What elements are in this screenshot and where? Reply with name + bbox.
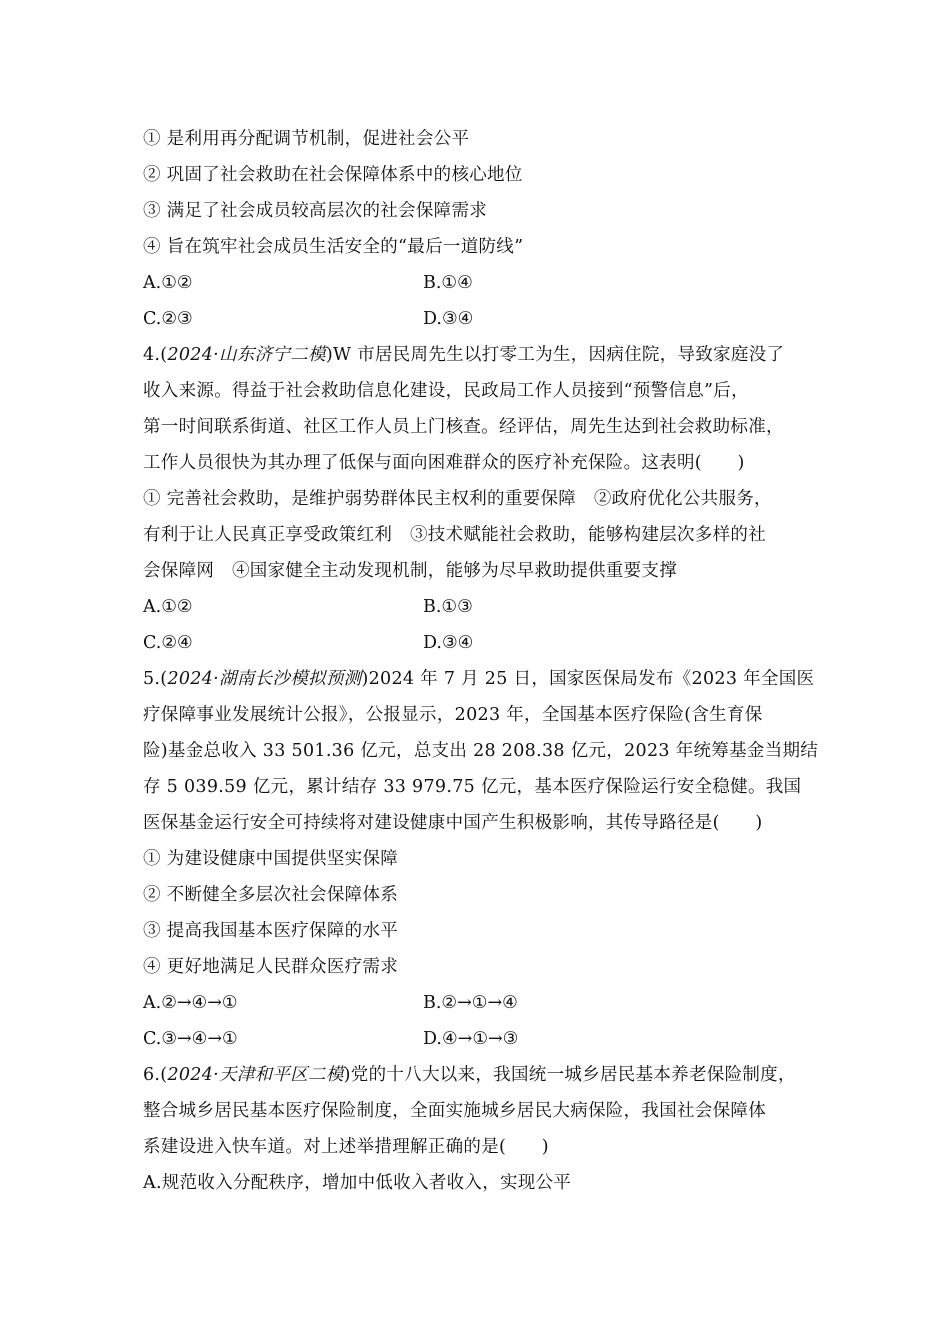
- q3-statement-2: ② 巩固了社会救助在社会保障体系中的核心地位: [143, 165, 523, 185]
- q3-option-b: B.①④: [423, 273, 473, 293]
- q5-statement-2: ② 不断健全多层次社会保障体系: [143, 885, 399, 905]
- q4-stem-line-1: [143, 337, 833, 373]
- q4-source-close: ): [325, 345, 333, 365]
- q4-statements-line-3: 会保障网 ④国家健全主动发现机制，能够为尽早救助提供重要支撑: [143, 561, 677, 581]
- q5-statement-3: ③ 提高我国基本医疗保障的水平: [143, 921, 399, 941]
- q4-option-b: B.①③: [423, 597, 473, 617]
- q5-option-d: D.④→①→③: [423, 1029, 519, 1049]
- q4-number: 4.(: [143, 345, 168, 365]
- q3-statement-4: ④ 旨在筑牢社会成员生活安全的“最后一道防线”: [143, 237, 524, 257]
- q3-statement-1: ① 是利用再分配调节机制，促进社会公平: [143, 129, 470, 149]
- q6-source: 2024·天津和平区二模: [167, 1065, 344, 1085]
- q4-stem-line-3: 第一时间联系街道、社区工作人员上门核查。经评估，周先生达到社会救助标准，: [143, 417, 784, 437]
- q6-option-a: A.规范收入分配秩序，增加中低收入者收入，实现公平: [143, 1173, 572, 1193]
- q5-options-row-2: [143, 1021, 833, 1057]
- q6-stem-line-1: [143, 1057, 833, 1093]
- q4-stem-text-1: W 市居民周先生以打零工为生，因病住院，导致家庭没了: [332, 345, 785, 365]
- q4-stem-line-2: 收入来源。得益于社会救助信息化建设，民政局工作人员接到“预警信息”后，: [143, 381, 749, 401]
- q4-option-a: A.①②: [143, 597, 193, 617]
- q5-stem-text-1: 2024 年 7 月 25 日，国家医保局发布《2023 年全国医: [368, 669, 815, 689]
- q5-stem-line-2: 疗保障事业发展统计公报》，公报显示，2023 年，全国基本医疗保险(含生育保: [143, 705, 763, 725]
- q4-source: 2024·山东济宁二模: [167, 345, 326, 365]
- q5-statement-4: ④ 更好地满足人民群众医疗需求: [143, 957, 399, 977]
- q5-option-c: C.③→④→①: [143, 1029, 238, 1049]
- q3-options-row-1: [143, 265, 833, 301]
- q5-option-a: A.②→④→①: [143, 993, 238, 1013]
- q3-statement-3: ③ 满足了社会成员较高层次的社会保障需求: [143, 201, 488, 221]
- q5-stem-line-1: [143, 661, 833, 697]
- document-page: [143, 121, 833, 1201]
- q3-option-a: A.①②: [143, 273, 193, 293]
- q5-statement-1: ① 为建设健康中国提供坚实保障: [143, 849, 399, 869]
- q3-options-row-2: [143, 301, 833, 337]
- q4-statements-line-1: ① 完善社会救助，是维护弱势群体民主权利的重要保障 ②政府优化公共服务，: [143, 489, 772, 509]
- q5-stem-line-5: 医保基金运行安全可持续将对建设健康中国产生积极影响，其传导路径是( ): [143, 813, 763, 833]
- q5-number: 5.(: [143, 669, 168, 689]
- q3-option-d: D.③④: [423, 309, 474, 329]
- q4-option-c: C.②④: [143, 633, 193, 653]
- q3-option-c: C.②③: [143, 309, 193, 329]
- q5-stem-line-3: 险)基金总收入 33 501.36 亿元，总支出 28 208.38 亿元，2023 年统筹基金当期结: [143, 741, 819, 761]
- q6-source-close: ): [343, 1065, 351, 1085]
- q5-options-row-1: [143, 985, 833, 1021]
- q4-stem-line-4: 工作人员很快为其办理了低保与面向困难群众的医疗补充保险。这表明( ): [143, 453, 745, 473]
- q5-source: 2024·湖南长沙模拟预测: [167, 669, 362, 689]
- q4-options-row-2: [143, 625, 833, 661]
- q4-statements-line-2: 有利于让人民真正享受政策红利 ③技术赋能社会救助，能够构建层次多样的社: [143, 525, 766, 545]
- q5-source-close: ): [361, 669, 369, 689]
- q5-option-b: B.②→①→④: [423, 993, 518, 1013]
- q6-stem-line-2: 整合城乡居民基本医疗保险制度，全面实施城乡居民大病保险，我国社会保障体: [143, 1101, 766, 1121]
- q6-stem-text-1: 党的十八大以来，我国统一城乡居民基本养老保险制度，: [350, 1065, 796, 1085]
- q6-number: 6.(: [143, 1065, 168, 1085]
- q5-stem-line-4: 存 5 039.59 亿元，累计结存 33 979.75 亿元，基本医疗保险运行安全稳健。我国: [143, 777, 802, 797]
- q6-stem-line-3: 系建设进入快车道。对上述举措理解正确的是( ): [143, 1137, 549, 1157]
- q4-options-row-1: [143, 589, 833, 625]
- q4-option-d: D.③④: [423, 633, 474, 653]
